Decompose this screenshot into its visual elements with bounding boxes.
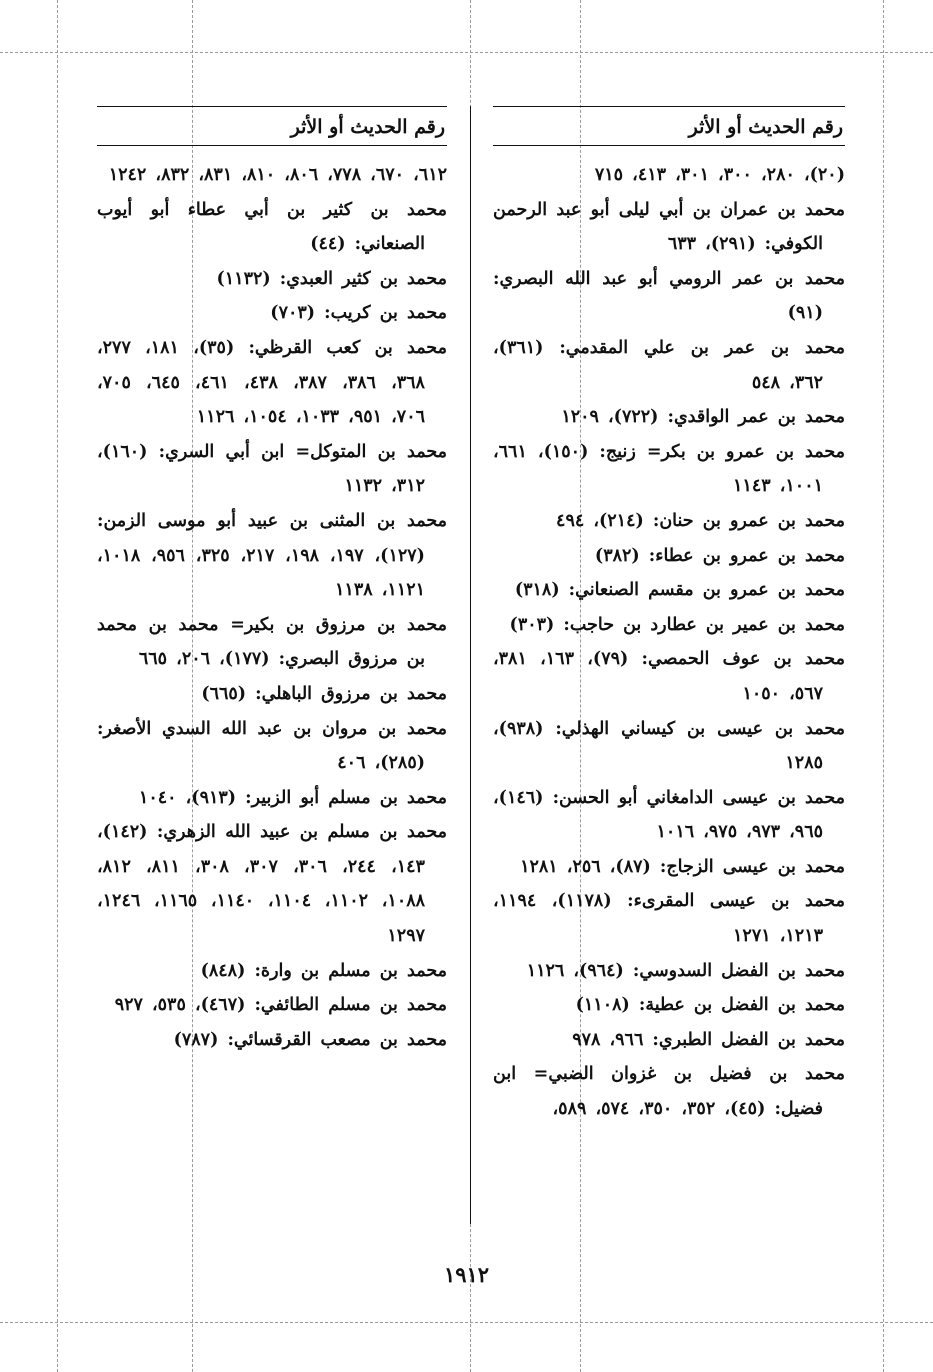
index-entry: محمد بن كثير بن أبي عطاء أبو أيوب الصنعاني: (٤٤) xyxy=(97,199,447,255)
scan-guide-line xyxy=(883,0,884,1372)
index-entry: محمد بن كعب القرظي: (٣٥)، ١٨١، ٢٧٧، ٣٦٨، ٣٨٦، ٣٨٧، ٤٣٨، ٤٦١، ٦٤٥، ٧٠٥، ٧٠٦، ٩٥١، ١٠٣٣، ١٠٥٤، ١١٢٦ xyxy=(97,337,447,428)
index-entry: محمد بن عيسى بن كيساني الهذلي: (٩٣٨)، ١٢٨٥ xyxy=(493,718,845,774)
index-entry: محمد بن عيسى المقرىء: (١١٧٨)، ١١٩٤، ١٢١٣، ١٢٧١ xyxy=(493,891,845,947)
scan-guide-line xyxy=(0,1322,933,1323)
index-entry: محمد بن عمرو بن عطاء: (٣٨٢) xyxy=(594,545,845,566)
index-entry: محمد بن فضيل بن غزوان الضبي= ابن فضيل: (٤٥)، ٣٥٢، ٣٥٠، ٥٧٤، ٥٨٩، xyxy=(493,1064,845,1120)
index-entry: محمد بن عمر بن علي المقدمي: (٣٦١)، ٣٦٢، ٥٤٨ xyxy=(493,337,845,393)
index-entry: محمد بن الفضل بن عطية: (١١٠٨) xyxy=(575,995,845,1016)
entry-list-left xyxy=(97,146,447,1057)
index-entry: (٢٠)، ٢٨٠، ٣٠٠، ٣٠١، ٤١٣، ٧١٥ xyxy=(594,165,845,185)
index-column-right xyxy=(493,106,845,1127)
index-entry: محمد بن كريب: (٧٠٣) xyxy=(270,303,447,324)
index-entry: محمد بن عمران بن أبي ليلى أبو عبد الرحمن الكوفي: (٢٩١)، ٦٣٣ xyxy=(493,199,845,255)
index-entry: محمد بن المثنى بن عبيد أبو موسى الزمن: (١٢٧)، ١٩٧، ١٩٨، ٢١٧، ٣٢٥، ٩٥٦، ١٠١٨، ١١٢١، ١١٣٨ xyxy=(97,510,447,601)
entry-list-right xyxy=(493,146,845,1127)
index-entry: محمد بن عيسى الدامغاني أبو الحسن: (١٤٦)، ٩٦٥، ٩٧٣، ٩٧٥، ١٠١٦ xyxy=(493,787,845,843)
index-column-left xyxy=(97,106,447,1057)
index-entry: محمد بن المتوكل= ابن أبي السري: (١٦٠)، ٣١٢، ١١٣٢ xyxy=(97,441,447,497)
index-entry: محمد بن مروان بن عبد الله السدي الأصغر: (٢٨٥)، ٤٠٦ xyxy=(97,718,447,774)
index-entry: محمد بن عوف الحمصي: (٧٩)، ١٦٣، ٣٨١، ٥٦٧، ١٠٥٠ xyxy=(493,649,845,704)
scan-guide-line xyxy=(0,52,933,53)
index-entry: محمد بن مسلم بن عبيد الله الزهري: (١٤٢)، ١٤٣، ٢٤٤، ٣٠٦، ٣٠٧، ٣٠٨، ٨١١، ٨١٢، ١٠٨٨، ١١٠٢، ١١٠٤، ١١٤٠، ١١٦٥، ١٢٤٦، ١٢٩٧ xyxy=(97,822,447,947)
column-separator xyxy=(470,106,471,1224)
scan-guide-line xyxy=(57,0,58,1372)
index-entry: محمد بن عمر الواقدي: (٧٢٢)، ١٢٠٩ xyxy=(561,407,845,428)
index-entry: محمد بن مرزوق الباهلي: (٦٦٥) xyxy=(201,683,447,704)
index-entry: محمد بن عمرو بن مقسم الصنعاني: (٣١٨) xyxy=(514,580,845,601)
index-entry: محمد بن عيسى الزجاج: (٨٧)، ٢٥٦، ١٢٨١ xyxy=(520,856,845,877)
index-entry: محمد بن كثير العبدي: (١١٣٢) xyxy=(216,268,447,289)
index-entry: محمد بن مرزوق بن بكير= محمد بن محمد بن مرزوق البصري: (١٧٧)، ٢٠٦، ٦٦٥ xyxy=(97,614,447,670)
index-entry: محمد بن عمرو بن حنان: (٢١٤)، ٤٩٤ xyxy=(556,510,845,531)
index-entry: محمد بن مسلم الطائفي: (٤٦٧)، ٥٣٥، ٩٢٧ xyxy=(114,995,447,1016)
index-entry: محمد بن عمرو بن بكر= زنيج: (١٥٠)، ٦٦١، ١٠٠١، ١١٤٣ xyxy=(493,441,845,497)
page-number: ١٩١٢ xyxy=(443,1262,490,1287)
column-header-right: رقم الحديث أو الأثر xyxy=(493,107,845,146)
index-entry: محمد بن عمير بن عطارد بن حاجب: (٣٠٣) xyxy=(509,614,845,635)
index-entry: محمد بن مسلم أبو الزبير: (٩١٣)، ١٠٤٠ xyxy=(138,787,447,808)
index-entry: محمد بن مسلم بن وارة: (٨٤٨) xyxy=(200,960,447,981)
index-entry: محمد بن عمر الرومي أبو عبد الله البصري: (٩١) xyxy=(493,268,845,324)
column-header-left: رقم الحديث أو الأثر xyxy=(97,107,447,146)
index-entry: ٦١٢، ٦٧٠، ٧٧٨، ٨٠٦، ٨١٠، ٨٣١، ٨٣٢، ١٢٤٢ xyxy=(108,165,447,185)
index-entry: محمد بن الفضل السدوسي: (٩٦٤)، ١١٢٦ xyxy=(526,960,845,981)
index-entry: محمد بن الفضل الطبري: ٩٦٦، ٩٧٨ xyxy=(572,1029,845,1050)
index-entry: محمد بن مصعب القرقسائي: (٧٨٧) xyxy=(173,1029,447,1050)
